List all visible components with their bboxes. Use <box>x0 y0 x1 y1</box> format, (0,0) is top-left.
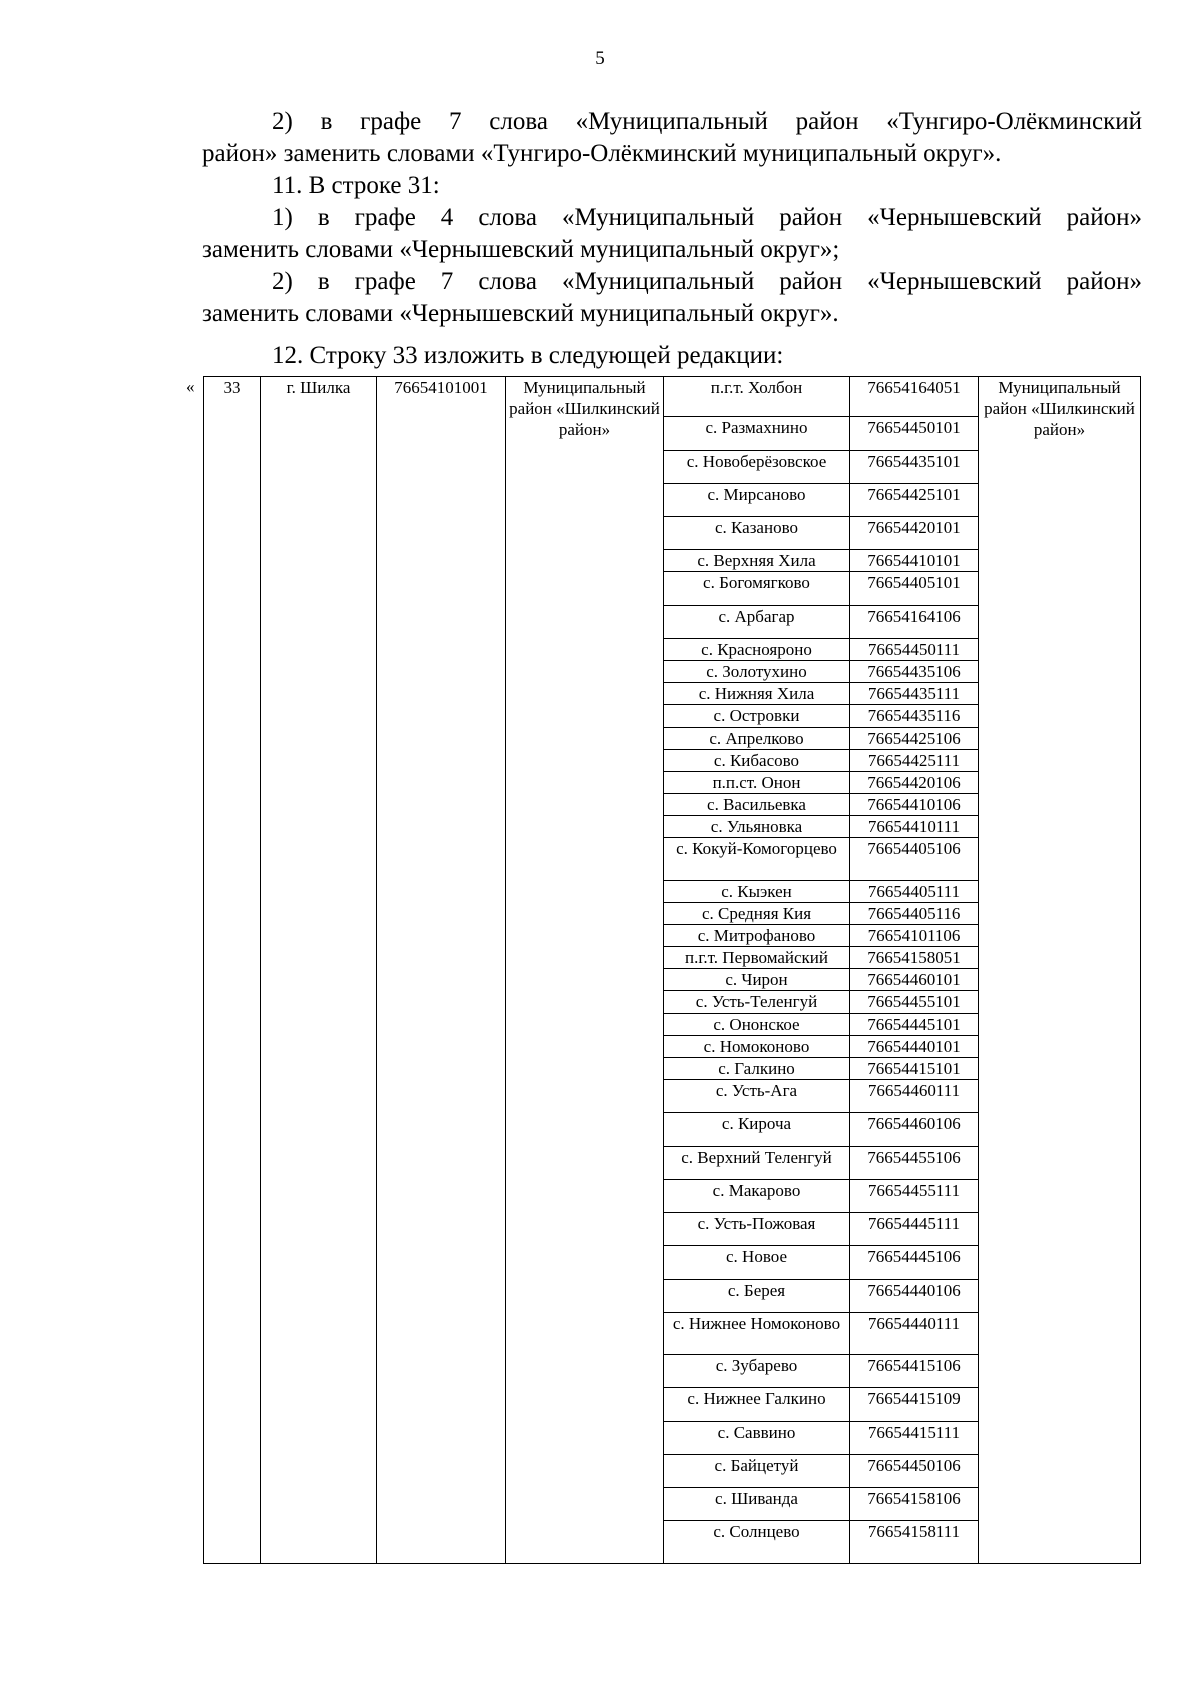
settlement-code-cell: 76654440111 <box>850 1312 979 1354</box>
settlement-name-cell: с. Арбагар <box>664 605 850 638</box>
settlement-code-cell: 76654445101 <box>850 1013 979 1035</box>
settlement-name-cell: с. Усть-Пожовая <box>664 1213 850 1246</box>
settlement-name-cell: с. Новоберёзовское <box>664 450 850 483</box>
settlement-code-cell: 76654425106 <box>850 727 979 749</box>
table-row <box>204 377 1141 417</box>
settlement-name-cell: с. Нижнее Номоконово <box>664 1312 850 1354</box>
settlement-name-cell: с. Зубарево <box>664 1355 850 1388</box>
city-code-cell: 76654101001 <box>377 377 506 1564</box>
paragraph-7: заменить словами «Чернышевский муниципальный округ». <box>202 300 839 327</box>
settlement-code-cell: 76654460111 <box>850 1080 979 1113</box>
district-cell: Муниципальный район «Шилкинский район» <box>506 377 664 1564</box>
settlement-code-cell: 76654415101 <box>850 1057 979 1079</box>
settlement-name-cell: с. Верхняя Хила <box>664 550 850 572</box>
settlement-code-cell: 76654420106 <box>850 771 979 793</box>
settlement-code-cell: 76654164051 <box>850 377 979 417</box>
settlement-name-cell: с. Усть-Теленгуй <box>664 991 850 1013</box>
settlement-name-cell: с. Шиванда <box>664 1488 850 1521</box>
settlement-name-cell: с. Апрелково <box>664 727 850 749</box>
settlement-code-cell: 76654420101 <box>850 517 979 550</box>
settlement-name-cell: с. Берея <box>664 1279 850 1312</box>
settlement-name-cell: п.п.ст. Онон <box>664 771 850 793</box>
settlement-name-cell: с. Ульяновка <box>664 816 850 838</box>
settlement-code-cell: 76654425101 <box>850 483 979 516</box>
settlement-name-cell: с. Кокуй-Комогорцево <box>664 838 850 880</box>
settlement-code-cell: 76654450101 <box>850 417 979 450</box>
settlement-name-cell: с. Золотухино <box>664 661 850 683</box>
city-cell: г. Шилка <box>261 377 377 1564</box>
settlement-name-cell: с. Островки <box>664 705 850 727</box>
settlement-name-cell: с. Митрофаново <box>664 924 850 946</box>
settlement-code-cell: 76654435116 <box>850 705 979 727</box>
opening-quote-mark: « <box>186 377 195 396</box>
settlement-code-cell: 76654425111 <box>850 749 979 771</box>
settlement-name-cell: с. Усть-Ага <box>664 1080 850 1113</box>
settlement-code-cell: 76654440101 <box>850 1035 979 1057</box>
settlement-name-cell: п.г.т. Холбон <box>664 377 850 417</box>
settlement-name-cell: с. Казаново <box>664 517 850 550</box>
settlement-code-cell: 76654450106 <box>850 1454 979 1487</box>
settlement-name-cell: с. Байцетуй <box>664 1454 850 1487</box>
settlement-name-cell: с. Ононское <box>664 1013 850 1035</box>
settlement-name-cell: с. Богомягково <box>664 572 850 605</box>
settlement-name-cell: с. Васильевка <box>664 794 850 816</box>
settlement-code-cell: 76654405116 <box>850 902 979 924</box>
paragraph-3: 11. В строке 31: <box>272 172 440 199</box>
settlement-name-cell: с. Галкино <box>664 1057 850 1079</box>
amendment-table <box>203 376 1141 1564</box>
settlement-code-cell: 76654445106 <box>850 1246 979 1279</box>
settlement-code-cell: 76654164106 <box>850 605 979 638</box>
settlement-name-cell: с. Нижнее Галкино <box>664 1388 850 1421</box>
settlement-code-cell: 76654410111 <box>850 816 979 838</box>
settlement-code-cell: 76654158051 <box>850 947 979 969</box>
settlement-name-cell: с. Чирон <box>664 969 850 991</box>
settlement-code-cell: 76654455111 <box>850 1179 979 1212</box>
settlement-code-cell: 76654405106 <box>850 838 979 880</box>
settlement-name-cell: с. Нижняя Хила <box>664 683 850 705</box>
row-number-cell: 33 <box>204 377 261 1564</box>
settlement-name-cell: с. Макарово <box>664 1179 850 1212</box>
settlement-code-cell: 76654405101 <box>850 572 979 605</box>
settlement-code-cell: 76654435101 <box>850 450 979 483</box>
settlement-code-cell: 76654410106 <box>850 794 979 816</box>
settlement-name-cell: п.г.т. Первомайский <box>664 947 850 969</box>
settlement-name-cell: с. Кибасово <box>664 749 850 771</box>
paragraph-5: заменить словами «Чернышевский муниципальный округ»; <box>202 236 840 263</box>
paragraph-2: район» заменить словами «Тунгиро-Олёкминский муниципальный округ». <box>202 140 1002 167</box>
settlement-code-cell: 76654445111 <box>850 1213 979 1246</box>
paragraph-6: 2) в графе 7 слова «Муниципальный район «Чернышевский район» <box>272 268 1142 295</box>
settlement-code-cell: 76654101106 <box>850 924 979 946</box>
settlement-code-cell: 76654440106 <box>850 1279 979 1312</box>
settlement-code-cell: 76654460106 <box>850 1113 979 1146</box>
paragraph-1: 2) в графе 7 слова «Муниципальный район «Тунгиро-Олёкминский <box>272 108 1142 135</box>
page-number: 5 <box>595 48 605 69</box>
settlement-code-cell: 76654415111 <box>850 1421 979 1454</box>
settlement-code-cell: 76654450111 <box>850 638 979 660</box>
settlement-code-cell: 76654410101 <box>850 550 979 572</box>
settlement-name-cell: с. Кироча <box>664 1113 850 1146</box>
paragraph-4: 1) в графе 4 слова «Муниципальный район «Чернышевский район» <box>272 204 1142 231</box>
settlement-name-cell: с. Средняя Кия <box>664 902 850 924</box>
settlement-name-cell: с. Размахнино <box>664 417 850 450</box>
settlement-code-cell: 76654455101 <box>850 991 979 1013</box>
paragraph-8: 12. Строку 33 изложить в следующей редакции: <box>272 342 784 369</box>
table-body <box>204 377 1141 1564</box>
district-col7-cell: Муниципальный район «Шилкинский район» <box>979 377 1141 1564</box>
settlement-code-cell: 76654455106 <box>850 1146 979 1179</box>
settlement-name-cell: с. Солнцево <box>664 1521 850 1564</box>
settlement-code-cell: 76654158111 <box>850 1521 979 1564</box>
settlement-name-cell: с. Номоконово <box>664 1035 850 1057</box>
settlement-code-cell: 76654435111 <box>850 683 979 705</box>
settlement-name-cell: с. Кыэкен <box>664 880 850 902</box>
settlement-code-cell: 76654415106 <box>850 1355 979 1388</box>
settlement-code-cell: 76654415109 <box>850 1388 979 1421</box>
settlement-code-cell: 76654435106 <box>850 661 979 683</box>
settlement-code-cell: 76654158106 <box>850 1488 979 1521</box>
settlement-name-cell: с. Мирсаново <box>664 483 850 516</box>
settlement-name-cell: с. Краснояроно <box>664 638 850 660</box>
settlement-code-cell: 76654460101 <box>850 969 979 991</box>
settlement-code-cell: 76654405111 <box>850 880 979 902</box>
settlement-name-cell: с. Саввино <box>664 1421 850 1454</box>
settlement-name-cell: с. Новое <box>664 1246 850 1279</box>
settlement-name-cell: с. Верхний Теленгуй <box>664 1146 850 1179</box>
